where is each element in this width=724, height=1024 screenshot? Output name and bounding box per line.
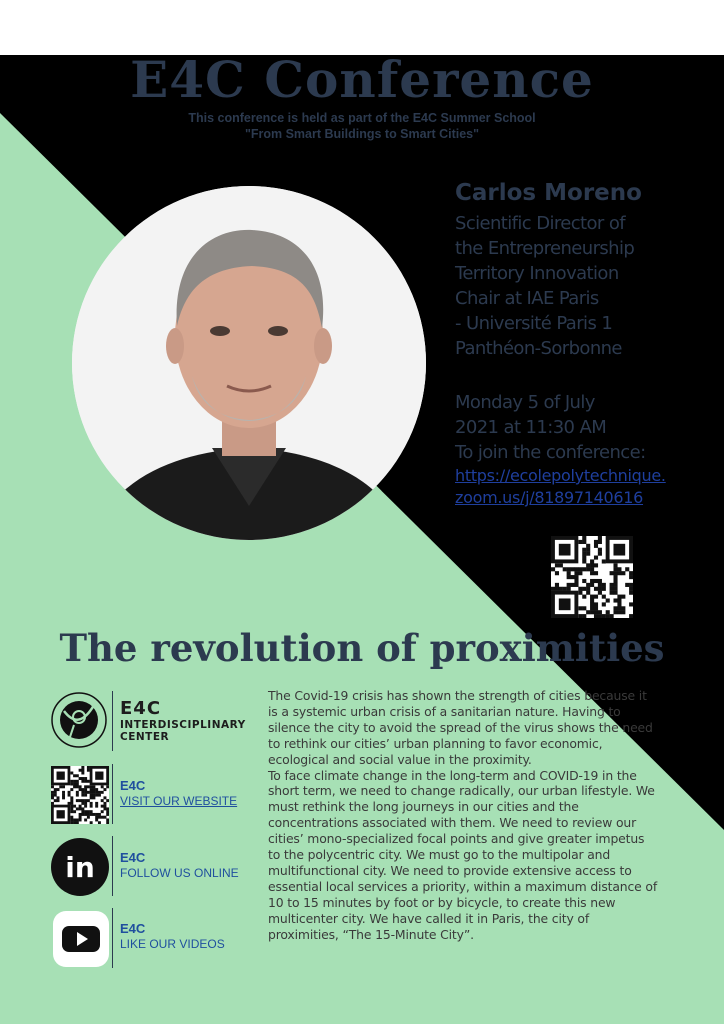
subtitle-line-2: "From Smart Buildings to Smart Cities" bbox=[244, 127, 480, 141]
article-paragraph-1: The Covid-19 crisis has shown the strength of cities because it is a systemic urban crisis of a sanitarian nature. Having to silence the city to avoid the spread of the virus shows the need to rethink our cities’ urban planning to favor economic, ecological and social value in the proximity. bbox=[268, 688, 653, 767]
speaker-role-line-5: - Université Paris 1 bbox=[455, 313, 613, 334]
website-link[interactable]: VISIT OUR WEBSITE bbox=[120, 794, 238, 808]
website-title: E4C bbox=[120, 778, 146, 793]
linkedin-block[interactable] bbox=[120, 850, 239, 881]
divider-linkedin bbox=[112, 836, 113, 896]
conference-subtitle bbox=[0, 110, 724, 142]
e4c-center-label bbox=[120, 699, 246, 743]
zoom-link[interactable] bbox=[455, 465, 715, 509]
linkedin-icon-text: in bbox=[65, 851, 95, 884]
speaker-info bbox=[455, 179, 715, 509]
speaker-name: Carlos Moreno bbox=[455, 180, 642, 206]
youtube-link[interactable]: LIKE OUR VIDEOS bbox=[120, 937, 225, 951]
main-title: The revolution of proximities bbox=[59, 626, 665, 670]
e4c-center-line-1: INTERDISCIPLINARY bbox=[120, 719, 246, 731]
zoom-link-line-1[interactable]: https://ecolepolytechnique. bbox=[455, 466, 666, 485]
divider-logo bbox=[112, 691, 113, 751]
speaker-role-line-4: Chair at IAE Paris bbox=[455, 288, 599, 309]
speaker-portrait-icon bbox=[72, 186, 426, 540]
join-label: To join the conference: bbox=[455, 442, 646, 463]
youtube-icon[interactable] bbox=[52, 910, 110, 968]
speaker-role-line-1: Scientific Director of bbox=[455, 213, 625, 234]
speaker-role-line-6: Panthéon-Sorbonne bbox=[455, 338, 622, 359]
linkedin-title: E4C bbox=[120, 850, 146, 865]
speaker-role-line-2: the Entrepreneurship bbox=[455, 238, 635, 259]
subtitle-line-1: This conference is held as part of the E4C Summer School bbox=[188, 111, 536, 125]
youtube-title: E4C bbox=[120, 921, 146, 936]
poster bbox=[0, 55, 724, 1024]
zoom-link-line-2[interactable]: zoom.us/j/81897140616 bbox=[455, 488, 644, 507]
event-date-line-1: Monday 5 of July bbox=[455, 392, 595, 413]
youtube-block[interactable] bbox=[120, 921, 225, 952]
linkedin-icon[interactable] bbox=[50, 837, 110, 897]
e4c-center-title: E4C bbox=[120, 698, 162, 719]
article-body bbox=[268, 688, 658, 943]
divider-website bbox=[112, 764, 113, 824]
divider-youtube bbox=[112, 908, 113, 968]
e4c-center-line-2: CENTER bbox=[120, 731, 170, 743]
speaker-photo bbox=[72, 186, 426, 540]
speaker-role-line-3: Territory Innovation bbox=[455, 263, 619, 284]
polytechnique-logo-icon bbox=[50, 691, 108, 749]
conference-title: E4C Conference bbox=[130, 55, 594, 109]
linkedin-link[interactable]: FOLLOW US ONLINE bbox=[120, 866, 239, 880]
website-block[interactable] bbox=[120, 778, 237, 809]
article-paragraph-2: To face climate change in the long-term and COVID-19 in the short term, we need to change radically, our urban lifestyle. We must rethink the long journeys in our cities and the concentrations associated with them. We need to review our cities’ mono-specialized focal points and give greater impetus to the polycentric city. We must go to the multipolar and multifunctional city. We need to provide extensive access to essential local services a priority, within a maximum distance of 10 to 15 minutes by foot or by bicycle, to create this new multicenter city. We have called it in Paris, the city of proximities, “The 15-Minute City”. bbox=[268, 767, 658, 942]
website-qr-code-icon[interactable] bbox=[51, 766, 109, 824]
event-date-line-2: 2021 at 11:30 AM bbox=[455, 417, 607, 438]
zoom-qr-code-icon[interactable] bbox=[551, 536, 633, 618]
